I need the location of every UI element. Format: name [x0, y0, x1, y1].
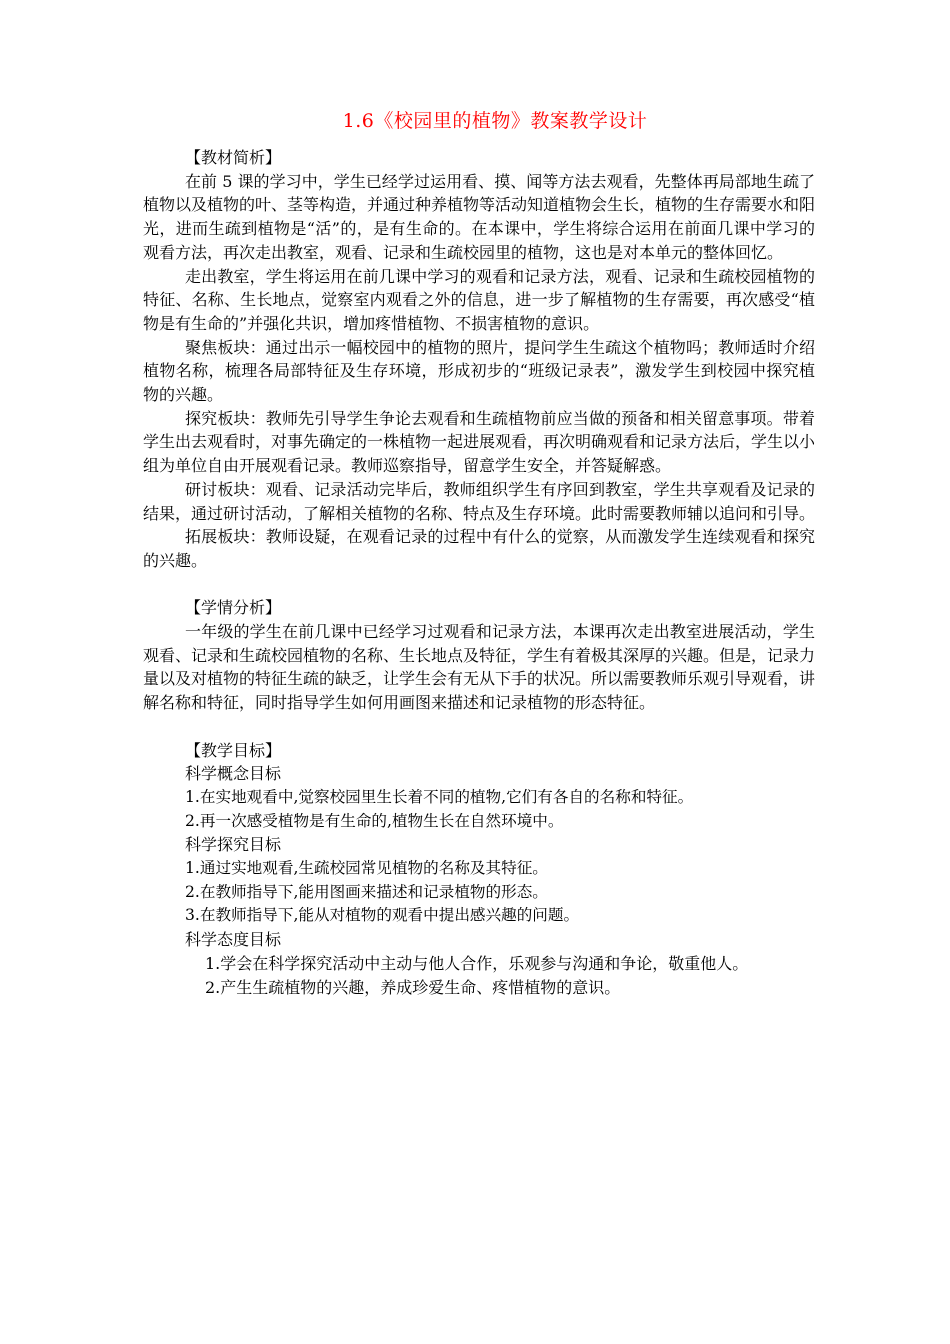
- objective-item: 2.产生生疏植物的兴趣，养成珍爱生命、疼惜植物的意识。: [205, 977, 621, 997]
- objective-category-inquiry: 科学探究目标: [185, 835, 282, 855]
- objective-item: 2.再一次感受植物是有生命的,植物生长在自然环境中。: [185, 811, 564, 830]
- document-title: 1.6《校园里的植物》教案教学设计: [342, 110, 648, 132]
- section-heading-teaching-objectives: 【教学目标】: [185, 740, 282, 760]
- paragraph: 聚焦板块：通过出示一幅校园中的植物的照片，提问学生生疏这个植物吗；教师适时介绍植物名称，梳理各局部特征及生存环境，形成初步的“班级记录表”，激发学生到校园中探究植物的兴趣。: [143, 337, 815, 405]
- blank-line: [143, 573, 815, 597]
- objective-category-attitude: 科学态度目标: [185, 930, 282, 950]
- objective-item: 2.在教师指导下,能用图画来描述和记录植物的形态。: [185, 882, 548, 901]
- objective-item: 1.通过实地观看,生疏校园常见植物的名称及其特征。: [185, 859, 548, 878]
- document-body: [143, 146, 815, 999]
- paragraph: 一年级的学生在前几课中已经学习过观看和记录方法，本课再次走出教室进展活动，学生观看、记录和生疏校园植物的名称、生长地点及特征，学生有着极其深厚的兴趣。但是，记录力量以及对植物的特征生疏的缺乏，让学生会有无从下手的状况。所以需要教师乐观引导观看，讲解名称和特征，同时指导学生如何用画图来描述和记录植物的形态特征。: [143, 622, 816, 713]
- objective-item: 1.在实地观看中,觉察校园里生长着不同的植物,它们有各自的名称和特征。: [185, 787, 694, 806]
- paragraph: 研讨板块：观看、记录活动完毕后，教师组织学生有序回到教室，学生共享观看及记录的结果，通过研讨活动，了解相关植物的名称、特点及生存环境。此时需要教师辅以追问和引导。: [143, 479, 816, 523]
- section-heading-learner-analysis: 【学情分析】: [185, 598, 282, 618]
- objective-category-concept: 科学概念目标: [185, 764, 282, 784]
- section-heading-textbook-analysis: 【教材简析】: [185, 148, 282, 167]
- paragraph: 拓展板块：教师设疑，在观看记录的过程中有什么的觉察，从而激发学生连续观看和探究的兴趣。: [143, 527, 815, 570]
- objective-item: 1.学会在科学探究活动中主动与他人合作，乐观参与沟通和争论，敬重他人。: [205, 953, 749, 973]
- paragraph: 在前 5 课的学习中，学生已经学过运用看、摸、闻等方法去观看，先整体再局部地生疏了植物以及植物的叶、茎等构造，并通过种养植物等活动知道植物会生长，植物的生存需要水和阳光，进而生疏到植物是“活”的，是有生命的。在本课中，学生将综合运用在前面几课中学习的观看方法，再次走出教室，观看、记录和生疏校园里的植物，这也是对本单元的整体回忆。: [143, 171, 816, 262]
- blank-line: [143, 715, 815, 739]
- objective-item: 3.在教师指导下,能从对植物的观看中提出感兴趣的问题。: [185, 906, 580, 925]
- paragraph: 走出教室，学生将运用在前几课中学习的观看和记录方法，观看、记录和生疏校园植物的特征、名称、生长地点，觉察室内观看之外的信息，进一步了解植物的生存需要，再次感受“植物是有生命的”并强化共识，增加疼惜植物、不损害植物的意识。: [143, 266, 815, 333]
- paragraph: 探究板块：教师先引导学生争论去观看和生疏植物前应当做的预备和相关留意事项。带着学生出去观看时，对事先确定的一株植物一起进展观看，再次明确观看和记录方法后，学生以小组为单位自由开展观看记录。教师巡察指导，留意学生安全，并答疑解惑。: [143, 408, 816, 476]
